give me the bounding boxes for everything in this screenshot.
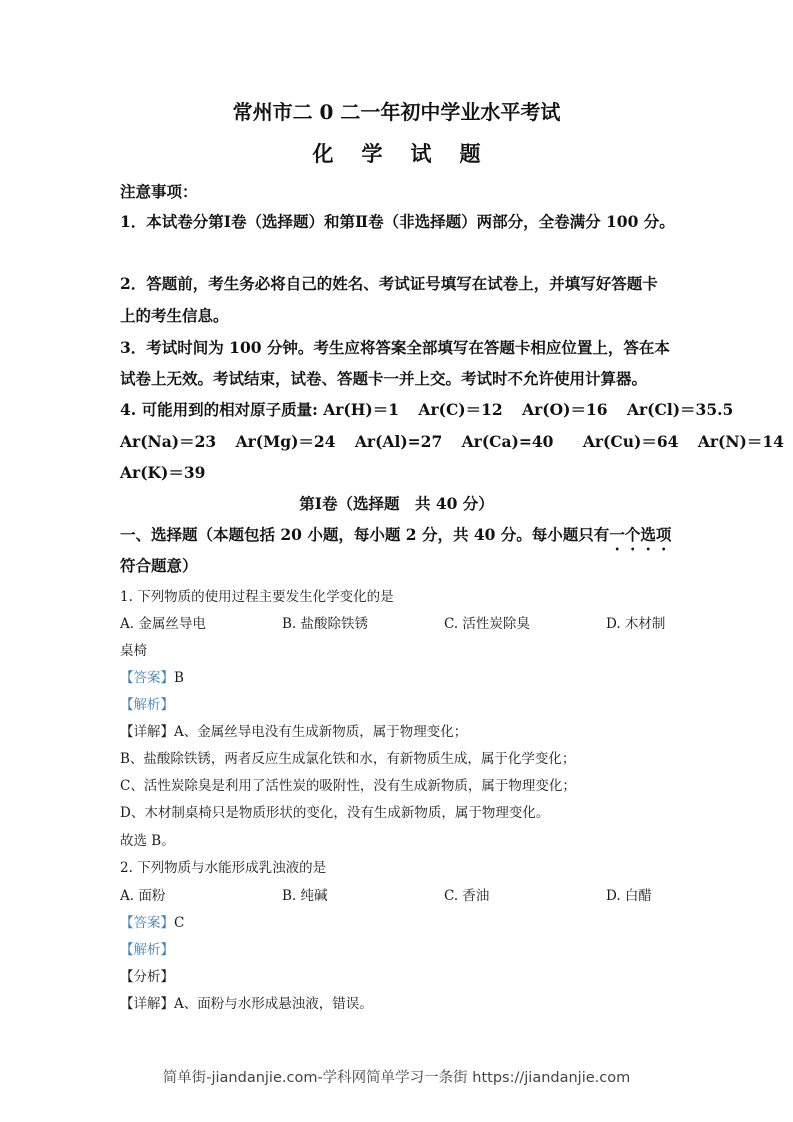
question-1-detail-c: C、活性炭除臭是利用了活性炭的吸附性，没有生成新物质，属于物理变化； bbox=[120, 778, 576, 794]
question-1-detail-b: B、盐酸除铁锈，两者反应生成氯化铁和水，有新物质生成，属于化学变化； bbox=[120, 751, 576, 767]
answer-label: 【答案】 bbox=[120, 670, 174, 686]
atomic-mass-n: Ar(N)＝14 bbox=[697, 432, 784, 451]
instruction-text: 一、选择题（本题包括 20 小题，每小题 2 分，共 40 分。每小题只有 bbox=[120, 525, 610, 544]
atomic-mass-row-3 bbox=[120, 461, 205, 483]
notice-heading: 注意事项： bbox=[120, 182, 198, 201]
atomic-mass-ca: Ar(Ca)=40 bbox=[461, 432, 554, 451]
notice-item-4 bbox=[120, 398, 733, 420]
exam-subject: 化学试题 bbox=[312, 141, 509, 166]
answer-label: 【答案】 bbox=[120, 915, 174, 931]
instruction-emphasis: 一个选项 bbox=[609, 525, 672, 544]
atomic-mass-al: Ar(Al)=27 bbox=[354, 432, 443, 451]
footer-watermark: 简单街-jiandanjie.com-学科网简单学习一条街 https://jiandanjie.com bbox=[162, 1070, 631, 1086]
exam-title: 常州市二 0 二一年初中学业水平考试 bbox=[232, 100, 561, 124]
atomic-mass-na: Ar(Na)＝23 bbox=[120, 432, 217, 451]
question-2-option-c: C. 香油 bbox=[444, 888, 490, 904]
notice-item-3-line-2: 试卷上无效。考试结束，试卷、答题卡一并上交。考试时不允许使用计算器。 bbox=[120, 369, 648, 388]
detail-text: A、金属丝导电没有生成新物质，属于物理变化； bbox=[174, 724, 468, 740]
question-2-option-d: D. 白醋 bbox=[606, 888, 652, 904]
answer-value: B bbox=[174, 670, 184, 686]
question-1-detail-d: D、木材制桌椅只是物质形状的变化，没有生成新物质，属于物理变化。 bbox=[120, 805, 550, 821]
question-1-answer bbox=[120, 666, 184, 686]
section-1-title: 第Ⅰ卷（选择题 共 40 分） bbox=[299, 494, 494, 513]
question-1-option-b: B. 盐酸除铁锈 bbox=[282, 616, 369, 632]
atomic-mass-c: Ar(C)＝12 bbox=[418, 400, 503, 419]
answer-value: C bbox=[174, 915, 185, 931]
notice-item-3-line-1: 3．考试时间为 100 分钟。考生应将答案全部填写在答题卡相应位置上，答在本 bbox=[120, 338, 670, 357]
notice-item-1: 1．本试卷分第Ⅰ卷（选择题）和第Ⅱ卷（非选择题）两部分，全卷满分 100 分。 bbox=[120, 212, 675, 231]
question-1-option-a: A. 金属丝导电 bbox=[120, 616, 206, 632]
section-1-instruction-line-2: 符合题意） bbox=[120, 556, 198, 575]
section-1-instruction-line-1 bbox=[120, 523, 671, 554]
question-2-sub-analysis-label: 【分析】 bbox=[120, 969, 174, 985]
question-1-detail-a bbox=[120, 720, 467, 740]
question-1-option-d: D. 木材制 bbox=[606, 616, 666, 632]
question-2-analysis-label: 【解析】 bbox=[120, 942, 174, 958]
question-2-option-b: B. 纯碱 bbox=[282, 888, 328, 904]
notice-item-2-line-2: 上的考生信息。 bbox=[120, 306, 229, 325]
detail-label: 【详解】 bbox=[120, 724, 174, 740]
atomic-mass-h: Ar(H)＝1 bbox=[323, 400, 400, 419]
question-2-option-a: A. 面粉 bbox=[120, 888, 166, 904]
question-2-stem: 2. 下列物质与水能形成乳浊液的是 bbox=[120, 860, 327, 876]
question-2-answer bbox=[120, 911, 184, 931]
question-1-analysis-label: 【解析】 bbox=[120, 697, 174, 713]
atomic-mass-prefix: 4. 可能用到的相对原子质量: bbox=[120, 400, 318, 419]
question-1-conclusion: 故选 B。 bbox=[120, 833, 175, 849]
detail-text: A、面粉与水形成悬浊液，错误。 bbox=[174, 996, 373, 1012]
question-2-detail-a bbox=[120, 992, 373, 1012]
atomic-mass-mg: Ar(Mg)＝24 bbox=[235, 432, 336, 451]
notice-item-2-line-1: 2．答题前，考生务必将自己的姓名、考试证号填写在试卷上，并填写好答题卡 bbox=[120, 274, 658, 293]
detail-label: 【详解】 bbox=[120, 996, 174, 1012]
atomic-mass-cl: Ar(Cl)＝35.5 bbox=[626, 400, 734, 419]
question-1-option-d-continued: 桌椅 bbox=[120, 643, 147, 659]
question-1-stem: 1. 下列物质的使用过程主要发生化学变化的是 bbox=[120, 589, 394, 605]
atomic-mass-cu: Ar(Cu)＝64 bbox=[582, 432, 679, 451]
atomic-mass-o: Ar(O)＝16 bbox=[522, 400, 608, 419]
atomic-mass-row-2 bbox=[120, 430, 784, 452]
atomic-mass-k: Ar(K)＝39 bbox=[120, 463, 206, 482]
question-1-option-c: C. 活性炭除臭 bbox=[444, 616, 530, 632]
